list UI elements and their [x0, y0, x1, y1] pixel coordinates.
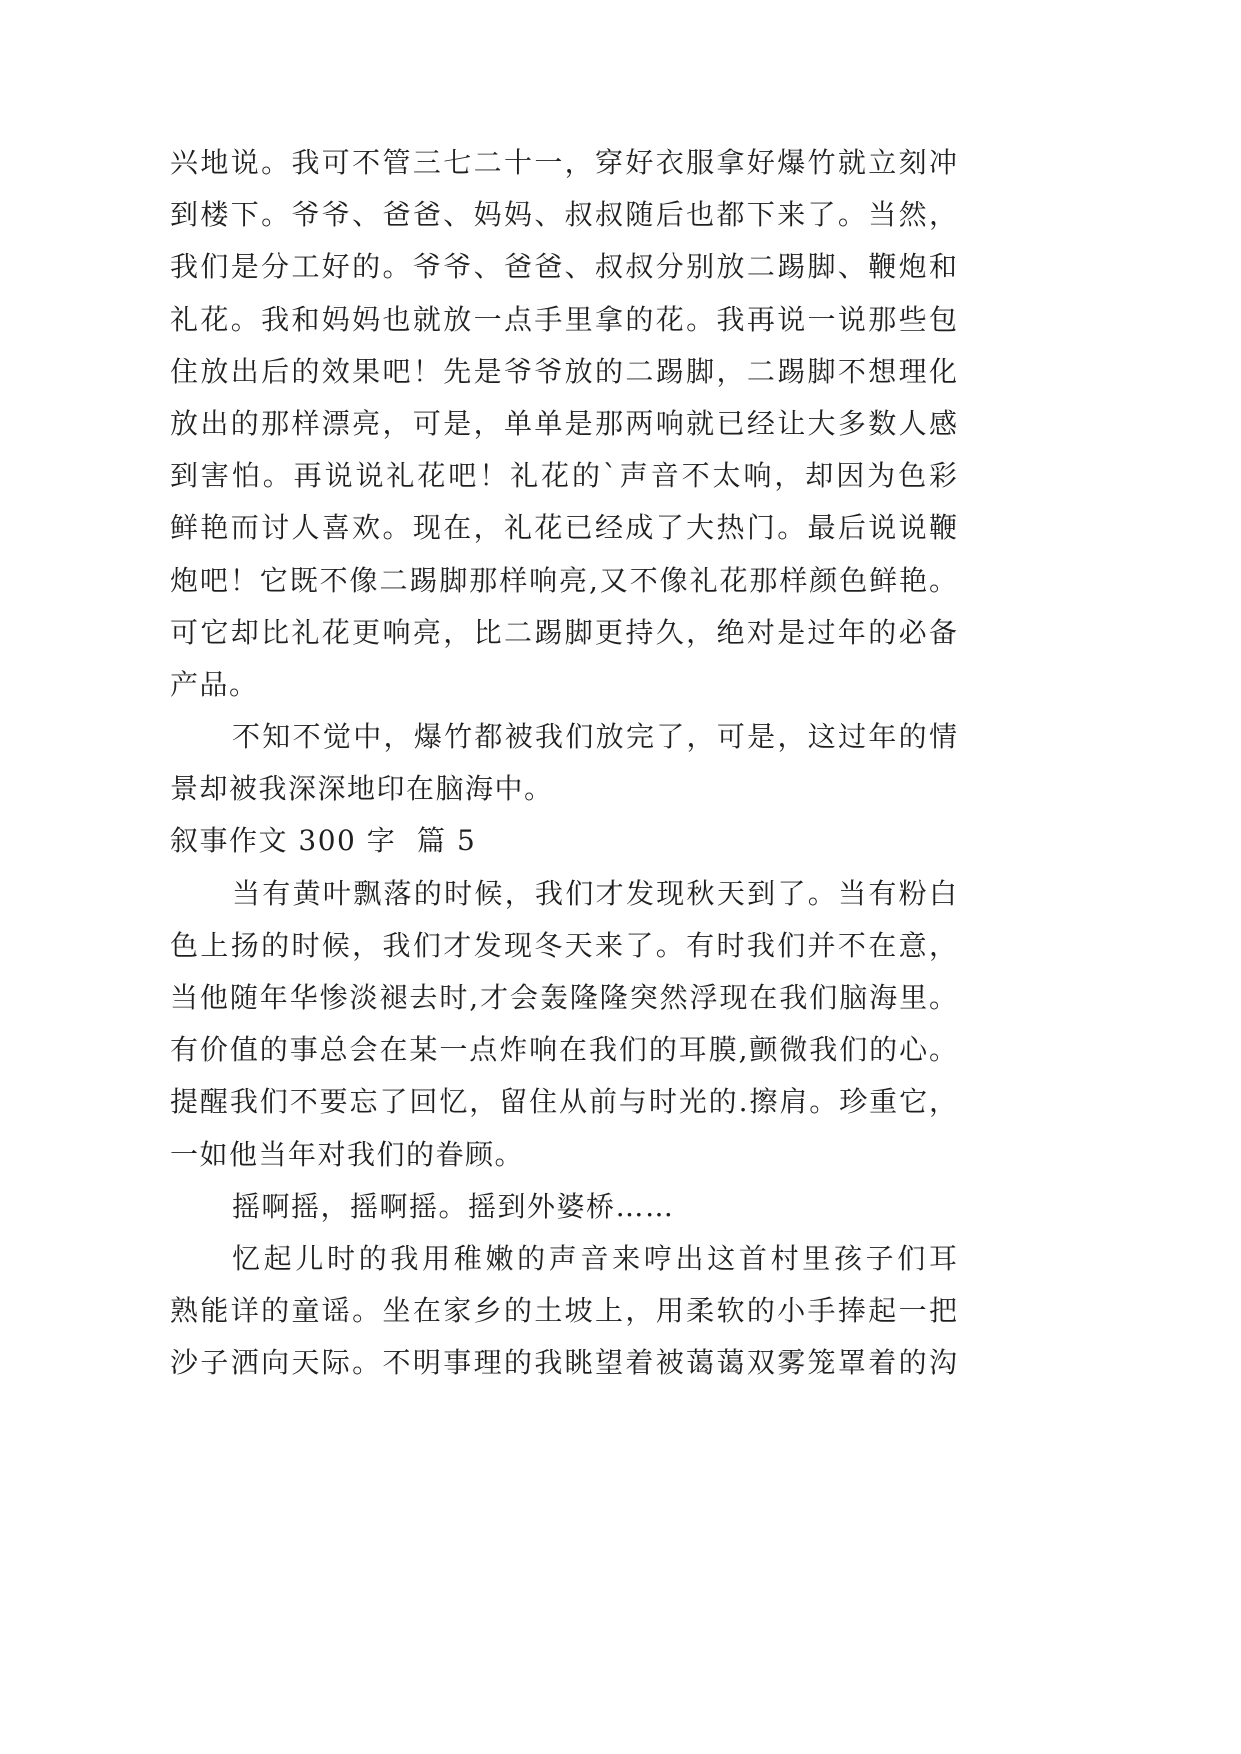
text-line: 炮吧！它既不像二踢脚那样响亮,又不像礼花那样颜色鲜艳。 [170, 563, 957, 597]
paragraph [170, 868, 957, 1181]
text-line: 摇啊摇，摇啊摇。摇到外婆桥…… [232, 1189, 675, 1223]
text-line: 一如他当年对我们的眷顾。 [170, 1137, 525, 1171]
text-line: 可它却比礼花更响亮，比二踢脚更持久，绝对是过年的必备 [170, 615, 957, 649]
paragraph [170, 137, 957, 711]
text-line: 有价值的事总会在某一点炸响在我们的耳膜,颤微我们的心。 [170, 1033, 957, 1067]
text-line: 到害怕。再说说礼花吧！礼花的`声音不太响，却因为色彩 [170, 459, 957, 493]
text-line: 景却被我深深地印在脑海中。 [170, 772, 554, 806]
section-heading: 叙事作文 300 字 篇 5 [170, 824, 477, 858]
paragraph [170, 1233, 957, 1390]
document-page [170, 137, 957, 1390]
text-line: 熟能详的童谣。坐在家乡的土坡上，用柔软的小手捧起一把 [170, 1294, 957, 1328]
text-line: 兴地说。我可不管三七二十一，穿好衣服拿好爆竹就立刻冲 [170, 146, 957, 179]
text-line: 住放出后的效果吧！先是爷爷放的二踢脚，二踢脚不想理化 [170, 354, 957, 388]
text-line: 我们是分工好的。爷爷、爸爸、叔叔分别放二踢脚、鞭炮和 [170, 250, 957, 284]
text-line: 沙子洒向天际。不明事理的我眺望着被蔼蔼双雾笼罩着的沟 [170, 1346, 957, 1380]
text-line: 忆起儿时的我用稚嫩的声音来哼出这首村里孩子们耳 [232, 1241, 957, 1275]
text-line: 提醒我们不要忘了回忆，留住从前与时光的.擦肩。珍重它， [170, 1085, 957, 1119]
text-line: 当他随年华惨淡褪去时,才会轰隆隆突然浮现在我们脑海里。 [170, 981, 957, 1014]
text-line: 色上扬的时候，我们才发现冬天来了。有时我们并不在意， [170, 928, 957, 962]
paragraph [170, 1181, 957, 1233]
text-line: 产品。 [170, 667, 259, 701]
text-line: 不知不觉中，爆竹都被我们放完了，可是，这过年的情 [232, 720, 957, 754]
text-line: 放出的那样漂亮，可是，单单是那两响就已经让大多数人感 [170, 406, 957, 440]
text-line: 当有黄叶飘落的时候，我们才发现秋天到了。当有粉白 [232, 876, 957, 910]
text-line: 到楼下。爷爷、爸爸、妈妈、叔叔随后也都下来了。当然， [170, 198, 957, 232]
text-line: 礼花。我和妈妈也就放一点手里拿的花。我再说一说那些包 [170, 302, 957, 336]
text-line: 鲜艳而讨人喜欢。现在，礼花已经成了大热门。最后说说鞭 [170, 511, 957, 545]
paragraph [170, 711, 957, 815]
